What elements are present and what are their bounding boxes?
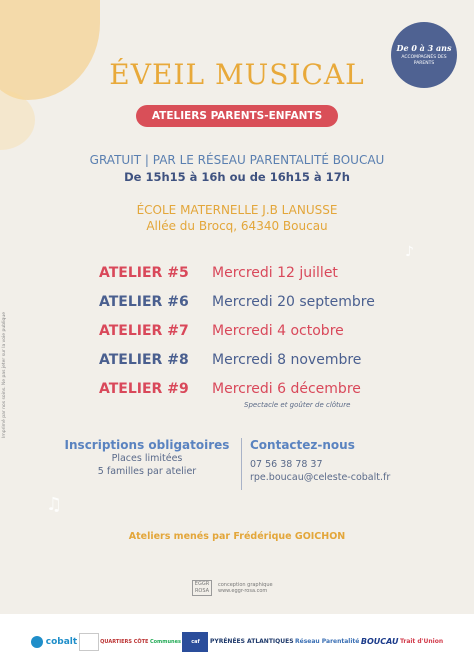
divider — [241, 438, 242, 490]
design-credit-line-1: conception graphique — [218, 582, 273, 588]
trait-union-logo: Trait d'Union — [399, 637, 444, 645]
cobalt-logo — [31, 636, 77, 648]
list-item — [99, 265, 459, 294]
partner-logos — [0, 614, 474, 669]
list-item — [99, 352, 459, 381]
atelier-note: Spectacle et goûter de clôture — [244, 401, 351, 409]
quartiers-logo: QUARTIERS CÔTE — [100, 638, 149, 645]
atelier-date: Mercredi 8 novembre — [212, 352, 362, 368]
age-badge-subtitle: ACCOMPAGNÉS DES PARENTS — [401, 55, 447, 66]
music-note-icon: ♫ — [46, 494, 63, 515]
design-credit-line-2: www.eggr-rosa.com — [218, 588, 268, 594]
page-title: ÉVEIL MUSICAL — [109, 58, 365, 91]
atelier-name: ATELIER #9 — [99, 381, 189, 397]
boucau-logo: BOUCAU — [360, 636, 399, 646]
age-badge-title: De 0 à 3 ans — [396, 43, 452, 53]
inscriptions-line-1: Places limitées — [111, 453, 183, 464]
communes-logo: Communes — [149, 638, 181, 645]
parentalite-logo: Réseau Parentalité — [295, 637, 360, 645]
contact-section — [250, 438, 450, 484]
atelier-date: Mercredi 20 septembre — [212, 294, 375, 310]
inscriptions-title: Inscriptions obligatoires — [64, 438, 230, 452]
atelier-name: ATELIER #8 — [99, 352, 189, 368]
cobalt-icon — [31, 636, 43, 648]
leader-credit: Ateliers menés par Frédérique GOICHON — [128, 531, 346, 542]
inscriptions-section — [54, 438, 240, 478]
list-item — [99, 294, 459, 323]
subtitle-pill: ATELIERS PARENTS-ENFANTS — [136, 105, 338, 127]
info-line-2: De 15h15 à 16h ou de 16h15 à 17h — [124, 170, 350, 184]
atelier-name: ATELIER #7 — [99, 323, 189, 339]
school-name: ÉCOLE MATERNELLE J.B LANUSSE — [136, 203, 338, 217]
atelier-date: Mercredi 12 juillet — [212, 265, 338, 281]
atelier-name: ATELIER #6 — [99, 294, 189, 310]
music-note-icon: ♪ — [405, 244, 414, 260]
list-item — [99, 323, 459, 352]
atelier-name: ATELIER #5 — [99, 265, 189, 281]
cobalt-logo-text: cobalt — [45, 636, 78, 647]
atelier-date: Mercredi 6 décembre — [212, 381, 361, 397]
atelier-list — [99, 265, 459, 410]
design-credit-text — [218, 582, 273, 594]
contact-title: Contactez-nous — [250, 438, 355, 452]
design-credit — [192, 580, 273, 596]
caf-logo: caf — [182, 632, 208, 652]
school-address: Allée du Brocq, 64340 Boucau — [146, 219, 328, 233]
atelier-date: Mercredi 4 octobre — [212, 323, 344, 339]
contact-phone[interactable]: 07 56 38 78 37 — [250, 459, 323, 470]
contact-email[interactable]: rpe.boucau@celeste-cobalt.fr — [250, 472, 391, 483]
info-line-1: GRATUIT | PAR LE RÉSEAU PARENTALITÉ BOUCAU — [89, 153, 385, 167]
inscriptions-line-2: 5 familles par atelier — [97, 466, 197, 477]
side-note: Imprimé par nos soins. Ne pas jeter sur la voie publique — [2, 311, 7, 438]
pyrenees-atlantiques-logo: PYRÉNÉES ATLANTIQUES — [209, 637, 294, 645]
design-logo: EGGR ROSA — [192, 580, 212, 596]
partner-logo — [79, 633, 99, 651]
